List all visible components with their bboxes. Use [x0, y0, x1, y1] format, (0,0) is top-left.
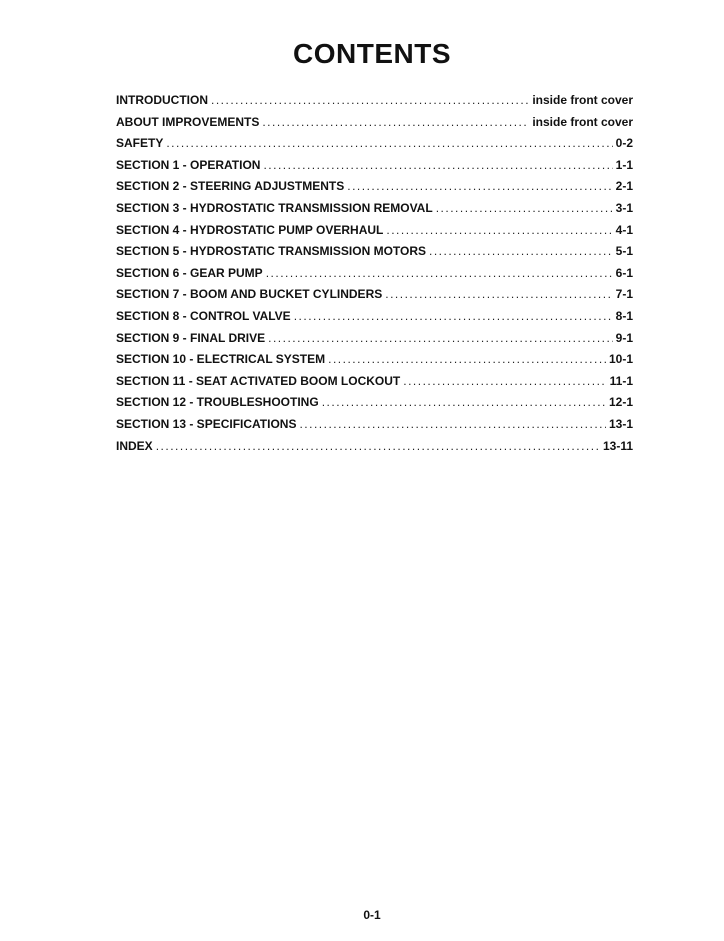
dot-leader	[294, 306, 613, 328]
toc-entry-title: SECTION 3 - HYDROSTATIC TRANSMISSION REMOVAL	[116, 200, 433, 215]
toc-entry-title: SECTION 8 - CONTROL VALVE	[116, 308, 291, 323]
dot-leader	[166, 133, 612, 155]
dot-leader	[211, 90, 529, 112]
dot-leader	[322, 392, 606, 414]
toc-entry-page: 2-1	[615, 179, 633, 194]
dot-leader	[266, 263, 613, 285]
dot-leader	[156, 436, 600, 458]
toc-entry-page: 3-1	[615, 200, 633, 215]
toc-entry-title: SECTION 10 - ELECTRICAL SYSTEM	[116, 352, 326, 367]
toc-entry-title: SECTION 1 - OPERATION	[116, 157, 261, 172]
toc-entry-page: 1-1	[615, 157, 633, 172]
toc-entry-page: 12-1	[608, 395, 633, 410]
toc-entry-page: 13-11	[602, 438, 633, 453]
toc-entry	[116, 284, 633, 306]
toc-entry-title: SECTION 12 - TROUBLESHOOTING	[116, 395, 319, 410]
dot-leader	[385, 284, 612, 306]
toc-entry-title: SECTION 11 - SEAT ACTIVATED BOOM LOCKOUT	[116, 373, 401, 388]
toc-entry	[116, 241, 633, 263]
toc-entry-title: SECTION 5 - HYDROSTATIC TRANSMISSION MOTORS	[116, 244, 427, 259]
toc-entry-page: inside front cover	[532, 93, 633, 107]
table-of-contents	[116, 90, 633, 457]
dot-leader	[268, 328, 613, 350]
toc-entry-title: INDEX	[116, 438, 153, 453]
toc-entry-title: INTRODUCTION	[116, 93, 208, 107]
dot-leader	[262, 112, 529, 134]
toc-entry-page: 4-1	[615, 222, 633, 237]
toc-entry-page: 11-1	[609, 373, 633, 388]
toc-entry	[116, 155, 633, 177]
toc-entry	[116, 198, 633, 220]
toc-entry-title: SECTION 9 - FINAL DRIVE	[116, 330, 266, 345]
dot-leader	[436, 198, 613, 220]
toc-entry	[116, 349, 633, 371]
page-number: 0-1	[363, 908, 381, 922]
toc-entry-title: SECTION 6 - GEAR PUMP	[116, 265, 263, 280]
toc-entry-title: SECTION 13 - SPECIFICATIONS	[116, 416, 297, 431]
toc-entry	[116, 436, 633, 458]
toc-entry-page: 7-1	[615, 287, 633, 302]
toc-entry	[116, 112, 633, 134]
toc-entry-title: SECTION 7 - BOOM AND BUCKET CYLINDERS	[116, 287, 383, 302]
toc-entry	[116, 263, 633, 285]
toc-entry-page: inside front cover	[532, 114, 633, 129]
toc-entry-page: 5-1	[615, 244, 633, 259]
dot-leader	[386, 220, 612, 242]
toc-entry-page: 0-2	[615, 136, 633, 151]
toc-entry	[116, 90, 633, 112]
toc-entry-page: 13-1	[608, 416, 633, 431]
dot-leader	[263, 155, 612, 177]
toc-entry	[116, 328, 633, 350]
toc-entry-page: 8-1	[615, 308, 633, 323]
toc-entry	[116, 220, 633, 242]
toc-entry-title: SAFETY	[116, 136, 164, 151]
dot-leader	[429, 241, 613, 263]
dot-leader	[299, 414, 606, 436]
toc-entry	[116, 176, 633, 198]
toc-entry	[116, 414, 633, 436]
dot-leader	[328, 349, 606, 371]
toc-entry	[116, 306, 633, 328]
dot-leader	[403, 371, 606, 393]
toc-entry-title: SECTION 2 - STEERING ADJUSTMENTS	[116, 179, 345, 194]
toc-entry	[116, 371, 633, 393]
toc-entry-page: 10-1	[608, 352, 633, 367]
toc-entry-page: 6-1	[615, 265, 633, 280]
dot-leader	[347, 176, 612, 198]
toc-entry-title: SECTION 4 - HYDROSTATIC PUMP OVERHAUL	[116, 222, 384, 237]
toc-entry	[116, 133, 633, 155]
toc-entry	[116, 392, 633, 414]
toc-entry-page: 9-1	[615, 330, 633, 345]
page-title: CONTENTS	[293, 38, 451, 69]
toc-entry-title: ABOUT IMPROVEMENTS	[116, 114, 260, 129]
